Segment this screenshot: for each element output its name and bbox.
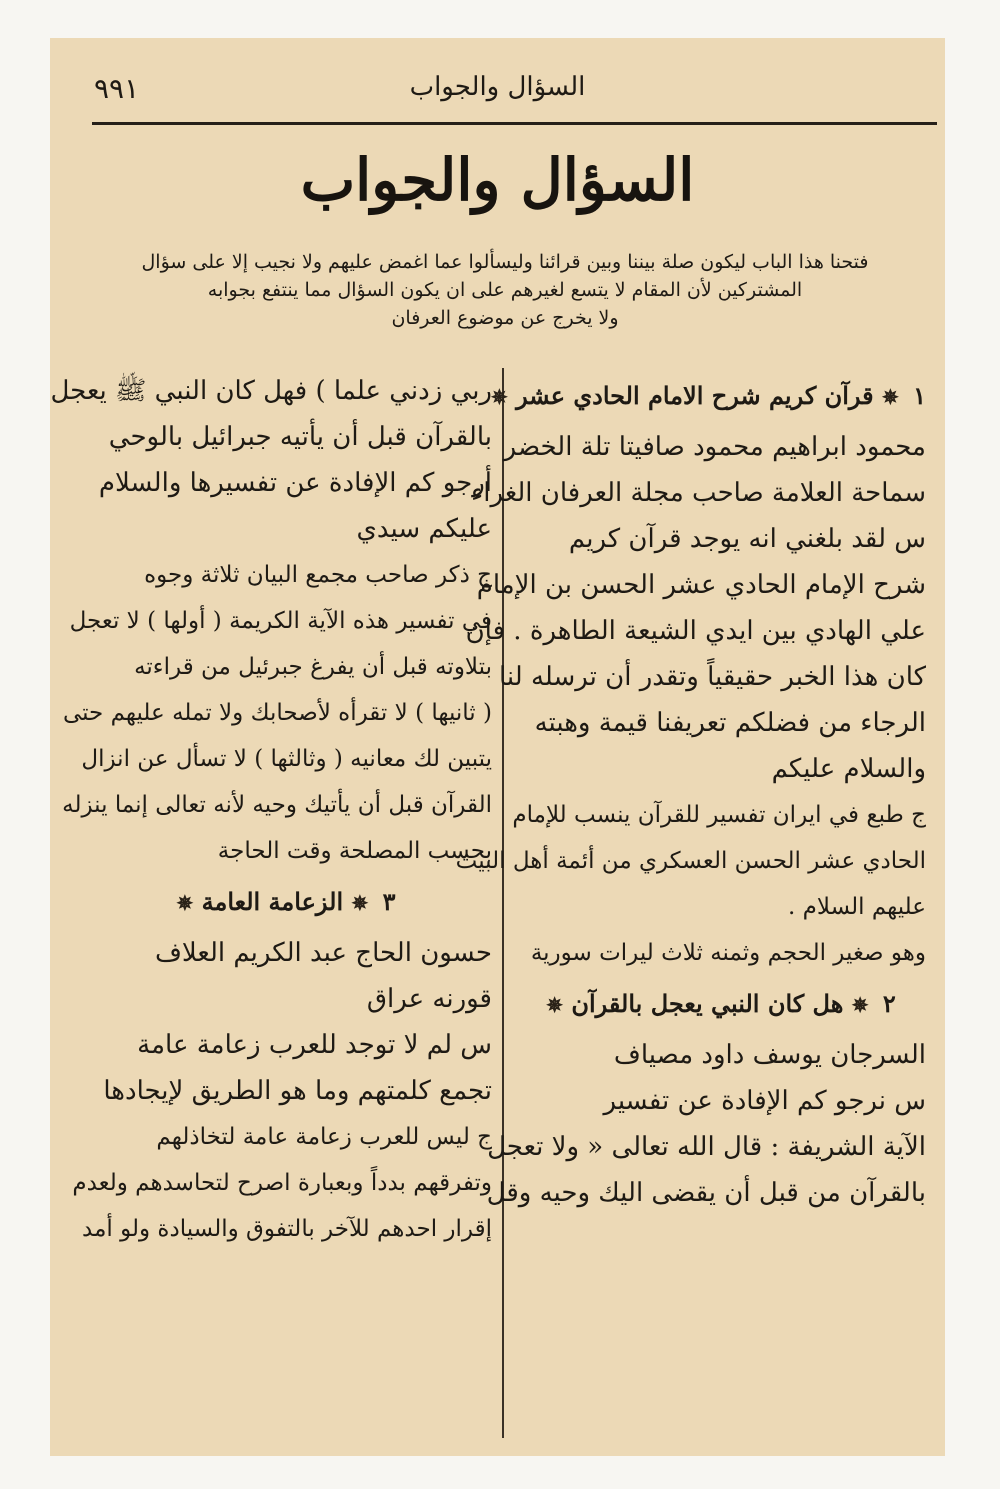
text-line: يتبين لك معانيه ( وثالثها ) لا تسأل عن انزال bbox=[81, 746, 492, 772]
text-line: القرآن قبل أن يأتيك وحيه لأنه تعالى إنما ينزله bbox=[62, 792, 492, 818]
text-line: سماحة العلامة صاحب مجلة العرفان الغراء bbox=[471, 478, 926, 508]
page-number: ٩٩١ bbox=[94, 72, 140, 105]
text-line: كان هذا الخبر حقيقياً وتقدر أن ترسله لنا bbox=[498, 662, 926, 692]
text-line: ( ثانيها ) لا تقرأه لأصحابك ولا تمله عليهم حتى bbox=[62, 700, 492, 726]
text-line: بتلاوته قبل أن يفرغ جبرئيل من قراءته bbox=[134, 654, 492, 680]
intro-paragraph bbox=[120, 248, 890, 332]
star-ornament-icon: ✵ bbox=[176, 891, 194, 915]
question-number: ١ bbox=[913, 381, 926, 410]
text-line: ربي زدني علما ) فهل كان النبي ﷺ يعجل bbox=[50, 376, 492, 406]
right-column bbox=[455, 368, 926, 1443]
star-ornament-icon: ✵ bbox=[490, 385, 508, 409]
text-line: الحادي عشر الحسن العسكري من أئمة أهل البيت bbox=[455, 848, 926, 874]
question-title: هل كان النبي يعجل بالقرآن bbox=[571, 989, 844, 1018]
section-title: السؤال والجواب bbox=[300, 146, 695, 214]
text-line: ج طبع في ايران تفسير للقرآن ينسب للإمام bbox=[512, 802, 926, 828]
intro-line: ولا يخرج عن موضوع العرفان bbox=[391, 307, 619, 329]
running-header bbox=[50, 72, 945, 112]
text-line: بالقرآن قبل أن يأتيه جبرائيل بالوحي bbox=[108, 422, 492, 452]
question-number: ٣ bbox=[382, 887, 396, 916]
left-column bbox=[50, 368, 492, 1443]
text-line: الآية الشريفة : قال الله تعالى « ولا تعجل bbox=[487, 1132, 926, 1162]
column-divider bbox=[502, 368, 504, 1438]
text-line: السرجان يوسف داود مصياف bbox=[613, 1040, 926, 1070]
text-line: إقرار احدهم للآخر بالتفوق والسيادة ولو أمد bbox=[82, 1216, 492, 1242]
text-line: بالقرآن من قبل أن يقضى اليك وحيه وقل bbox=[486, 1178, 926, 1208]
intro-line: فتحنا هذا الباب ليكون صلة بيننا وبين قرائنا وليسألوا عما اغمض عليهم ولا نجيب إلا على سؤال bbox=[141, 251, 869, 273]
intro-line: المشتركين لأن المقام لا يتسع لغيرهم على ان يكون السؤال مما ينتفع بجوابه bbox=[207, 279, 803, 301]
question-title: قرآن كريم شرح الامام الحادي عشر bbox=[516, 381, 874, 410]
star-ornament-icon: ✵ bbox=[881, 385, 899, 409]
text-line: شرح الإمام الحادي عشر الحسن بن الإمام bbox=[476, 570, 926, 600]
star-ornament-icon: ✵ bbox=[851, 993, 869, 1017]
question-heading-2 bbox=[516, 976, 926, 1032]
text-line: الرجاء من فضلكم تعريفنا قيمة وهبته bbox=[534, 708, 926, 738]
question-number: ٢ bbox=[882, 989, 896, 1018]
text-line: وهو صغير الحجم وثمنه ثلاث ليرات سورية bbox=[530, 940, 926, 966]
text-line: تجمع كلمتهم وما هو الطريق لإيجادها bbox=[103, 1076, 492, 1106]
header-rule bbox=[92, 122, 937, 125]
text-line: س نرجو كم الإفادة عن تفسير bbox=[603, 1086, 926, 1116]
text-line: بحسب المصلحة وقت الحاجة bbox=[217, 838, 492, 864]
text-line: عليكم سيدي bbox=[356, 514, 492, 544]
text-line: حسون الحاج عبد الكريم العلاف bbox=[154, 938, 492, 968]
page bbox=[50, 38, 945, 1456]
text-line: س لم لا توجد للعرب زعامة عامة bbox=[137, 1030, 492, 1060]
question-heading-3 bbox=[80, 874, 492, 930]
text-line: ج ذكر صاحب مجمع البيان ثلاثة وجوه bbox=[144, 562, 492, 588]
text-line: علي الهادي بين ايدي الشيعة الطاهرة . فإن bbox=[465, 616, 926, 646]
text-line: وتفرقهم بدداً وبعبارة اصرح لتحاسدهم ولعدم bbox=[72, 1170, 492, 1196]
text-line: قورنه عراق bbox=[366, 984, 492, 1014]
text-line: ج ليس للعرب زعامة عامة لتخاذلهم bbox=[156, 1124, 492, 1150]
star-ornament-icon: ✵ bbox=[546, 993, 564, 1017]
text-line: والسلام عليكم bbox=[771, 754, 926, 784]
text-line: محمود ابراهيم محمود صافيتا تلة الخضر bbox=[503, 432, 926, 462]
star-ornament-icon: ✵ bbox=[351, 891, 369, 915]
text-line: أرجو كم الإفادة عن تفسيرها والسلام bbox=[98, 468, 492, 498]
question-heading-1 bbox=[490, 368, 926, 424]
question-title: الزعامة العامة bbox=[201, 887, 344, 916]
text-line: س لقد بلغني انه يوجد قرآن كريم bbox=[568, 524, 926, 554]
running-title: السؤال والجواب bbox=[409, 72, 586, 102]
text-line: في تفسير هذه الآية الكريمة ( أولها ) لا تعجل bbox=[69, 608, 492, 634]
text-line: عليهم السلام . bbox=[788, 894, 926, 920]
